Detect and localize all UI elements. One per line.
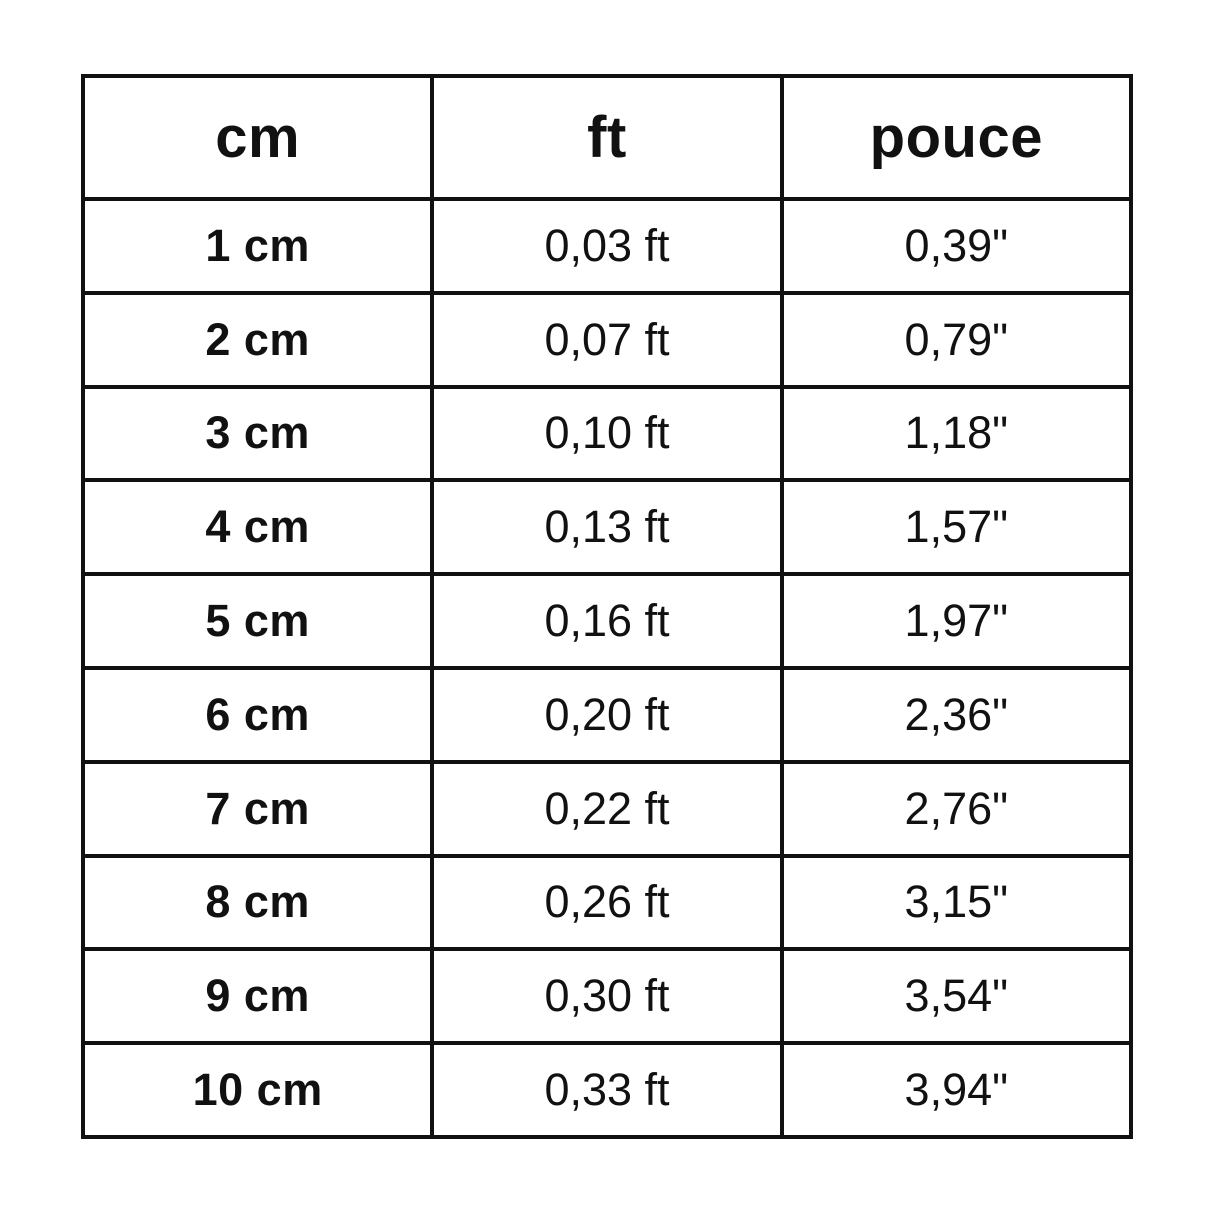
table-row [83,574,1131,668]
cell-cm: 7 cm [83,762,432,856]
table-row [83,293,1131,387]
cell-pouce: 0,79" [782,293,1131,387]
cell-pouce: 3,15" [782,856,1131,950]
table-row [83,387,1131,481]
cell-cm: 5 cm [83,574,432,668]
table-row [83,856,1131,950]
header-row [83,76,1131,199]
cell-cm: 10 cm [83,1043,432,1137]
cell-pouce: 3,54" [782,949,1131,1043]
cell-pouce: 3,94" [782,1043,1131,1137]
cell-ft: 0,13 ft [432,480,781,574]
cell-cm: 9 cm [83,949,432,1043]
cell-ft: 0,07 ft [432,293,781,387]
cell-pouce: 1,18" [782,387,1131,481]
cell-ft: 0,30 ft [432,949,781,1043]
cell-cm: 8 cm [83,856,432,950]
table-body [83,199,1131,1137]
cell-ft: 0,10 ft [432,387,781,481]
cell-cm: 4 cm [83,480,432,574]
cell-pouce: 1,97" [782,574,1131,668]
cell-ft: 0,16 ft [432,574,781,668]
cell-pouce: 2,36" [782,668,1131,762]
cell-cm: 1 cm [83,199,432,293]
table-row [83,949,1131,1043]
header-pouce: pouce [782,76,1131,199]
cell-cm: 2 cm [83,293,432,387]
table-row [83,668,1131,762]
table-row [83,480,1131,574]
header-ft: ft [432,76,781,199]
cell-ft: 0,20 ft [432,668,781,762]
cell-pouce: 0,39" [782,199,1131,293]
table-row [83,1043,1131,1137]
cell-pouce: 2,76" [782,762,1131,856]
cell-cm: 6 cm [83,668,432,762]
cell-ft: 0,03 ft [432,199,781,293]
conversion-table [81,74,1133,1139]
table-header [83,76,1131,199]
cell-ft: 0,33 ft [432,1043,781,1137]
cell-pouce: 1,57" [782,480,1131,574]
cell-cm: 3 cm [83,387,432,481]
cell-ft: 0,26 ft [432,856,781,950]
table-row [83,762,1131,856]
table-row [83,199,1131,293]
header-cm: cm [83,76,432,199]
cell-ft: 0,22 ft [432,762,781,856]
